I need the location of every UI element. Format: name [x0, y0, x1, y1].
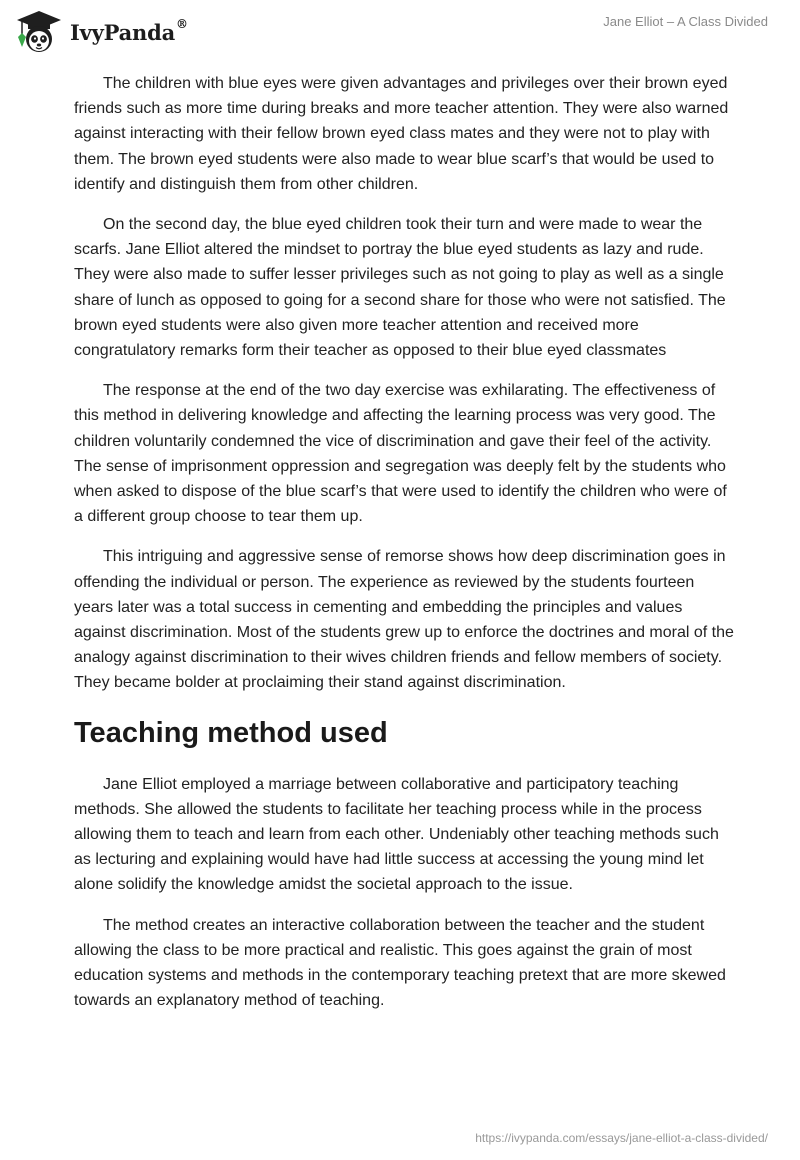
document-title: Jane Elliot – A Class Divided: [603, 14, 768, 29]
essay-content: [74, 71, 734, 1029]
paragraph: On the second day, the blue eyed children took their turn and were made to wear the scarfs. Jane Elliot altered the mindset to portray the blue eyed students as lazy and rude. They were also made to suffer lesser privileges such as not going to play as well as a single share of lunch as opposed to going for a second share for those who were not satisfied. The brown eyed students were also given more teacher attention and received more congratulatory remarks form their teacher as opposed to their blue eyed classmates: [74, 216, 726, 360]
source-url[interactable]: https://ivypanda.com/essays/jane-elliot-a-class-divided/: [475, 1131, 768, 1145]
page-header: [0, 0, 800, 60]
paragraph: The response at the end of the two day exercise was exhilarating. The effectiveness of this method in delivering knowledge and affecting the learning process was very good. The children voluntarily condemned the vice of discrimination and gave their feel of the activity. The sense of imprisonment oppression and segregation was deeply felt by the students who when asked to dispose of the blue scarf’s that were used to identify the children who were of a different group choose to tear them up.: [74, 382, 727, 526]
paragraph: The method creates an interactive collaboration between the teacher and the student allowing the class to be more practical and realistic. This goes against the grain of most education systems and methods in the contemporary teaching pretext that are more skewed towards an explanatory method of teaching.: [74, 916, 726, 1010]
brand-name: IvyPanda®: [70, 16, 188, 45]
paragraph: This intriguing and aggressive sense of remorse shows how deep discrimination goes in offending the individual or person. The experience as reviewed by the students fourteen years later was a total success in cementing and embedding the principles and values against discrimination. Most of the students grew up to enforce the doctrines and moral of the analogy against discrimination to their wives children friends and fellow members of society. They became bolder at proclaiming their stand against discrimination.: [74, 548, 734, 692]
ivypanda-logo[interactable]: [14, 8, 188, 56]
paragraph: Jane Elliot employed a marriage between collaborative and participatory teaching methods. She allowed the students to facilitate her teaching process while in the process allowing them to teach and learn from each other. Undeniably other teaching methods such as lecturing and explaining would have had little success at accessing the young mind let alone solidify the knowledge amidst the societal approach to the issue.: [74, 775, 719, 894]
panda-graduate-icon: [14, 9, 64, 55]
section-heading: Teaching method used: [74, 716, 388, 749]
paragraph: The children with blue eyes were given advantages and privileges over their brown eyed friends such as more time during breaks and more teacher attention. They were also warned against interacting with their fellow brown eyed class mates and they were not to play with them. The brown eyed students were also made to wear blue scarf’s that would be used to identify and distinguish them from other children.: [74, 75, 729, 193]
